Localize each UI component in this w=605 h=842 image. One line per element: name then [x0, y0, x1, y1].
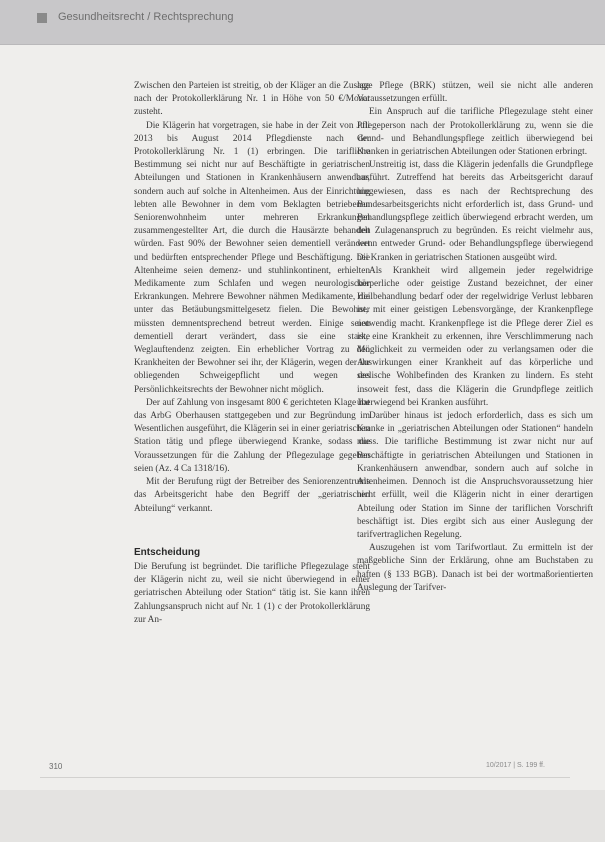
paragraph: Auszugehen ist vom Tarifwortlaut. Zu ermitteln ist der maßgebliche Sinn der Erklärung, ohne am Buchstaben zu haften (§ 133 BGB). Danach ist bei der wortmaßorientierten Auslegung der Tarifver- — [357, 543, 593, 593]
header-bar — [0, 0, 605, 45]
paragraph: Die Berufung ist begründet. Die tarifliche Pflegezulage steht der Klägerin nicht zu, weil sie nicht überwiegend in einer geriatrischen Abteilung oder Station“ tätig ist. Sie kann ihren Zahlungsanspruch nicht auf Nr. 1 (1) c der Protokollerklärung zur An- — [134, 561, 370, 625]
paragraph: Unstreitig ist, dass die Klägerin jedenfalls die Grundpflege ausführt. Zutreffend hat bereits das Arbeitsgericht darauf hingewiesen, dass es nach der Rechtsprechung des Bundesarbeitsgerichts nicht erforderlich ist, dass Grund- und Behandlungspflege zeitlich überwiegend erbracht werden, um den Zulagenanspruch zu begründen. Es reicht vielmehr aus, wenn entweder Grund- oder Behandlungspflege überwiegend bei Kranken in geriatrischen Stationen ausgeübt wird. — [357, 160, 593, 263]
paragraph: Die Klägerin hat vorgetragen, sie habe in der Zeit von Juli 2013 bis August 2014 Pflegdienste nach der Protokollerklärung Nr. 1 (1) erbringen. Die tarifliche Bestimmung sei nicht nur auf Beschäftigte in geriatrischen Abteilungen und Stationen in Krankenhäusern anwendbar, sondern auch auf solche in Altenheimen. Aus der Einrichtung lebten alle Bewohner in dem vom Beklagten betriebenen Seniorenwohnheim unter mehreren Erkrankungen zusammengestellter Art, die durch die Hausärzte behandelt würden. Fast 90% der Bewohner seien dementiell verändert und bedürften entsprechender Pflege und Beschäftigung. Die Altenheime seien demenz- und stuhlinkontinent, erhielten Medikamente zum Schlafen und wegen neurologischer Erkrankungen. Mehrere Bewohner nähmen Medikamente, die unter das Betäubungsmittelgesetz fielen. Die Bewohner müssten demnentsprechend betreut werden. Einige seien dementiell derart verändert, dass sie eine starke Weglauftendenz zeigten. Ein erheblicher Vortrag zu den Krankheiten der Bewohner sei ihr, der Klägerin, wegen der ihr obliegenden Schweigepflicht und wegen des Persönlichkeitsrechts der Bewohner nicht möglich. — [134, 120, 370, 395]
section-title: Gesundheitsrecht / Rechtsprechung — [58, 11, 234, 23]
paragraph: Der auf Zahlung von insgesamt 800 € gerichteten Klage hat das ArbG Oberhausen stattgegeben und zur Begründung im Wesentlichen ausgeführt, die Klägerin sei in einer geriatrischen Station tätig und pflege überwiegend Kranke, sodass die Voraussetzungen für die Zahlung der Pflegezulage gegeben seien (Az. 4 Ca 1318/16). — [134, 397, 370, 474]
paragraph: Ein Anspruch auf die tarifliche Pflegezulage steht einer Pflegeperson nach der Protokollerklärung zu, wenn sie die Grund- und Behandlungspflege zeitlich überwiegend bei Kranken in geriatrischen Abteilungen oder Stationen erbringt. — [357, 107, 593, 158]
paragraph: lage Pflege (BRK) stützen, weil sie nicht alle anderen Voraussetzungen erfüllt. — [357, 81, 593, 105]
section-heading-decision: Entscheidung — [134, 546, 201, 558]
paragraph: Als Krankheit wird allgemein jeder regelwidrige körperliche oder geistige Zustand bezeichnet, der einer Heilbehandlung bedarf oder der regelwidrige Verlust lebbaren ist, mit einer geistigen Lebensvorgänge, der Krankenpflege notwendig macht. Krankenpflege ist die Pflege derer Ziel es ist, eine Krankheit zu erkennen, ihre Verschlimmerung nach Möglichkeit zu vermeiden oder zu verlangsamen oder die Auswirkungen einer Krankheit auf das körperliche und seelische Wohlbefinden des Kranken zu lindern. Es steht insoweit fest, dass die Klägerin die Grundpflege zeitlich überwiegend bei Kranken ausführt. — [357, 265, 593, 408]
right-column — [357, 80, 593, 595]
footer-divider — [40, 777, 570, 778]
page-bottom-margin — [0, 790, 605, 842]
paragraph: Mit der Berufung rügt der Betreiber des Seniorenzentrums das Arbeitsgericht habe den Begriff der „geriatrischen Abteilung“ verkannt. — [134, 477, 370, 514]
paragraph: Darüber hinaus ist jedoch erforderlich, dass es sich um Kranke in „geriatrischen Abteilungen oder Stationen“ handeln muss. Die tarifliche Bestimmung ist zwar nicht nur auf Beschäftigte in geriatrischen Abteilungen und Stationen in Krankenhäusern anwendbar, sondern auch auf solche in Altenheimen. Dennoch ist die Anspruchsvoraussetzung hier nicht erfüllt, weil die Klägerin nicht in einer derartigen Abteilung oder Station im Sinne der tariflichen Vorschrift beschäftigt ist. Dies ergibt sich aus einer Auslegung der tarifvertraglichen Regelung. — [357, 411, 593, 540]
page-number: 310 — [49, 762, 63, 771]
footer-issue-reference: 10/2017 | S. 199 ff. — [486, 762, 545, 769]
left-column — [134, 80, 370, 627]
section-marker-square — [37, 13, 47, 23]
paragraph: Zwischen den Parteien ist streitig, ob der Kläger an die Zusage nach der Protokollerklärung Nr. 1 in Höhe von 50 €/Monat zusteht. — [134, 81, 370, 118]
